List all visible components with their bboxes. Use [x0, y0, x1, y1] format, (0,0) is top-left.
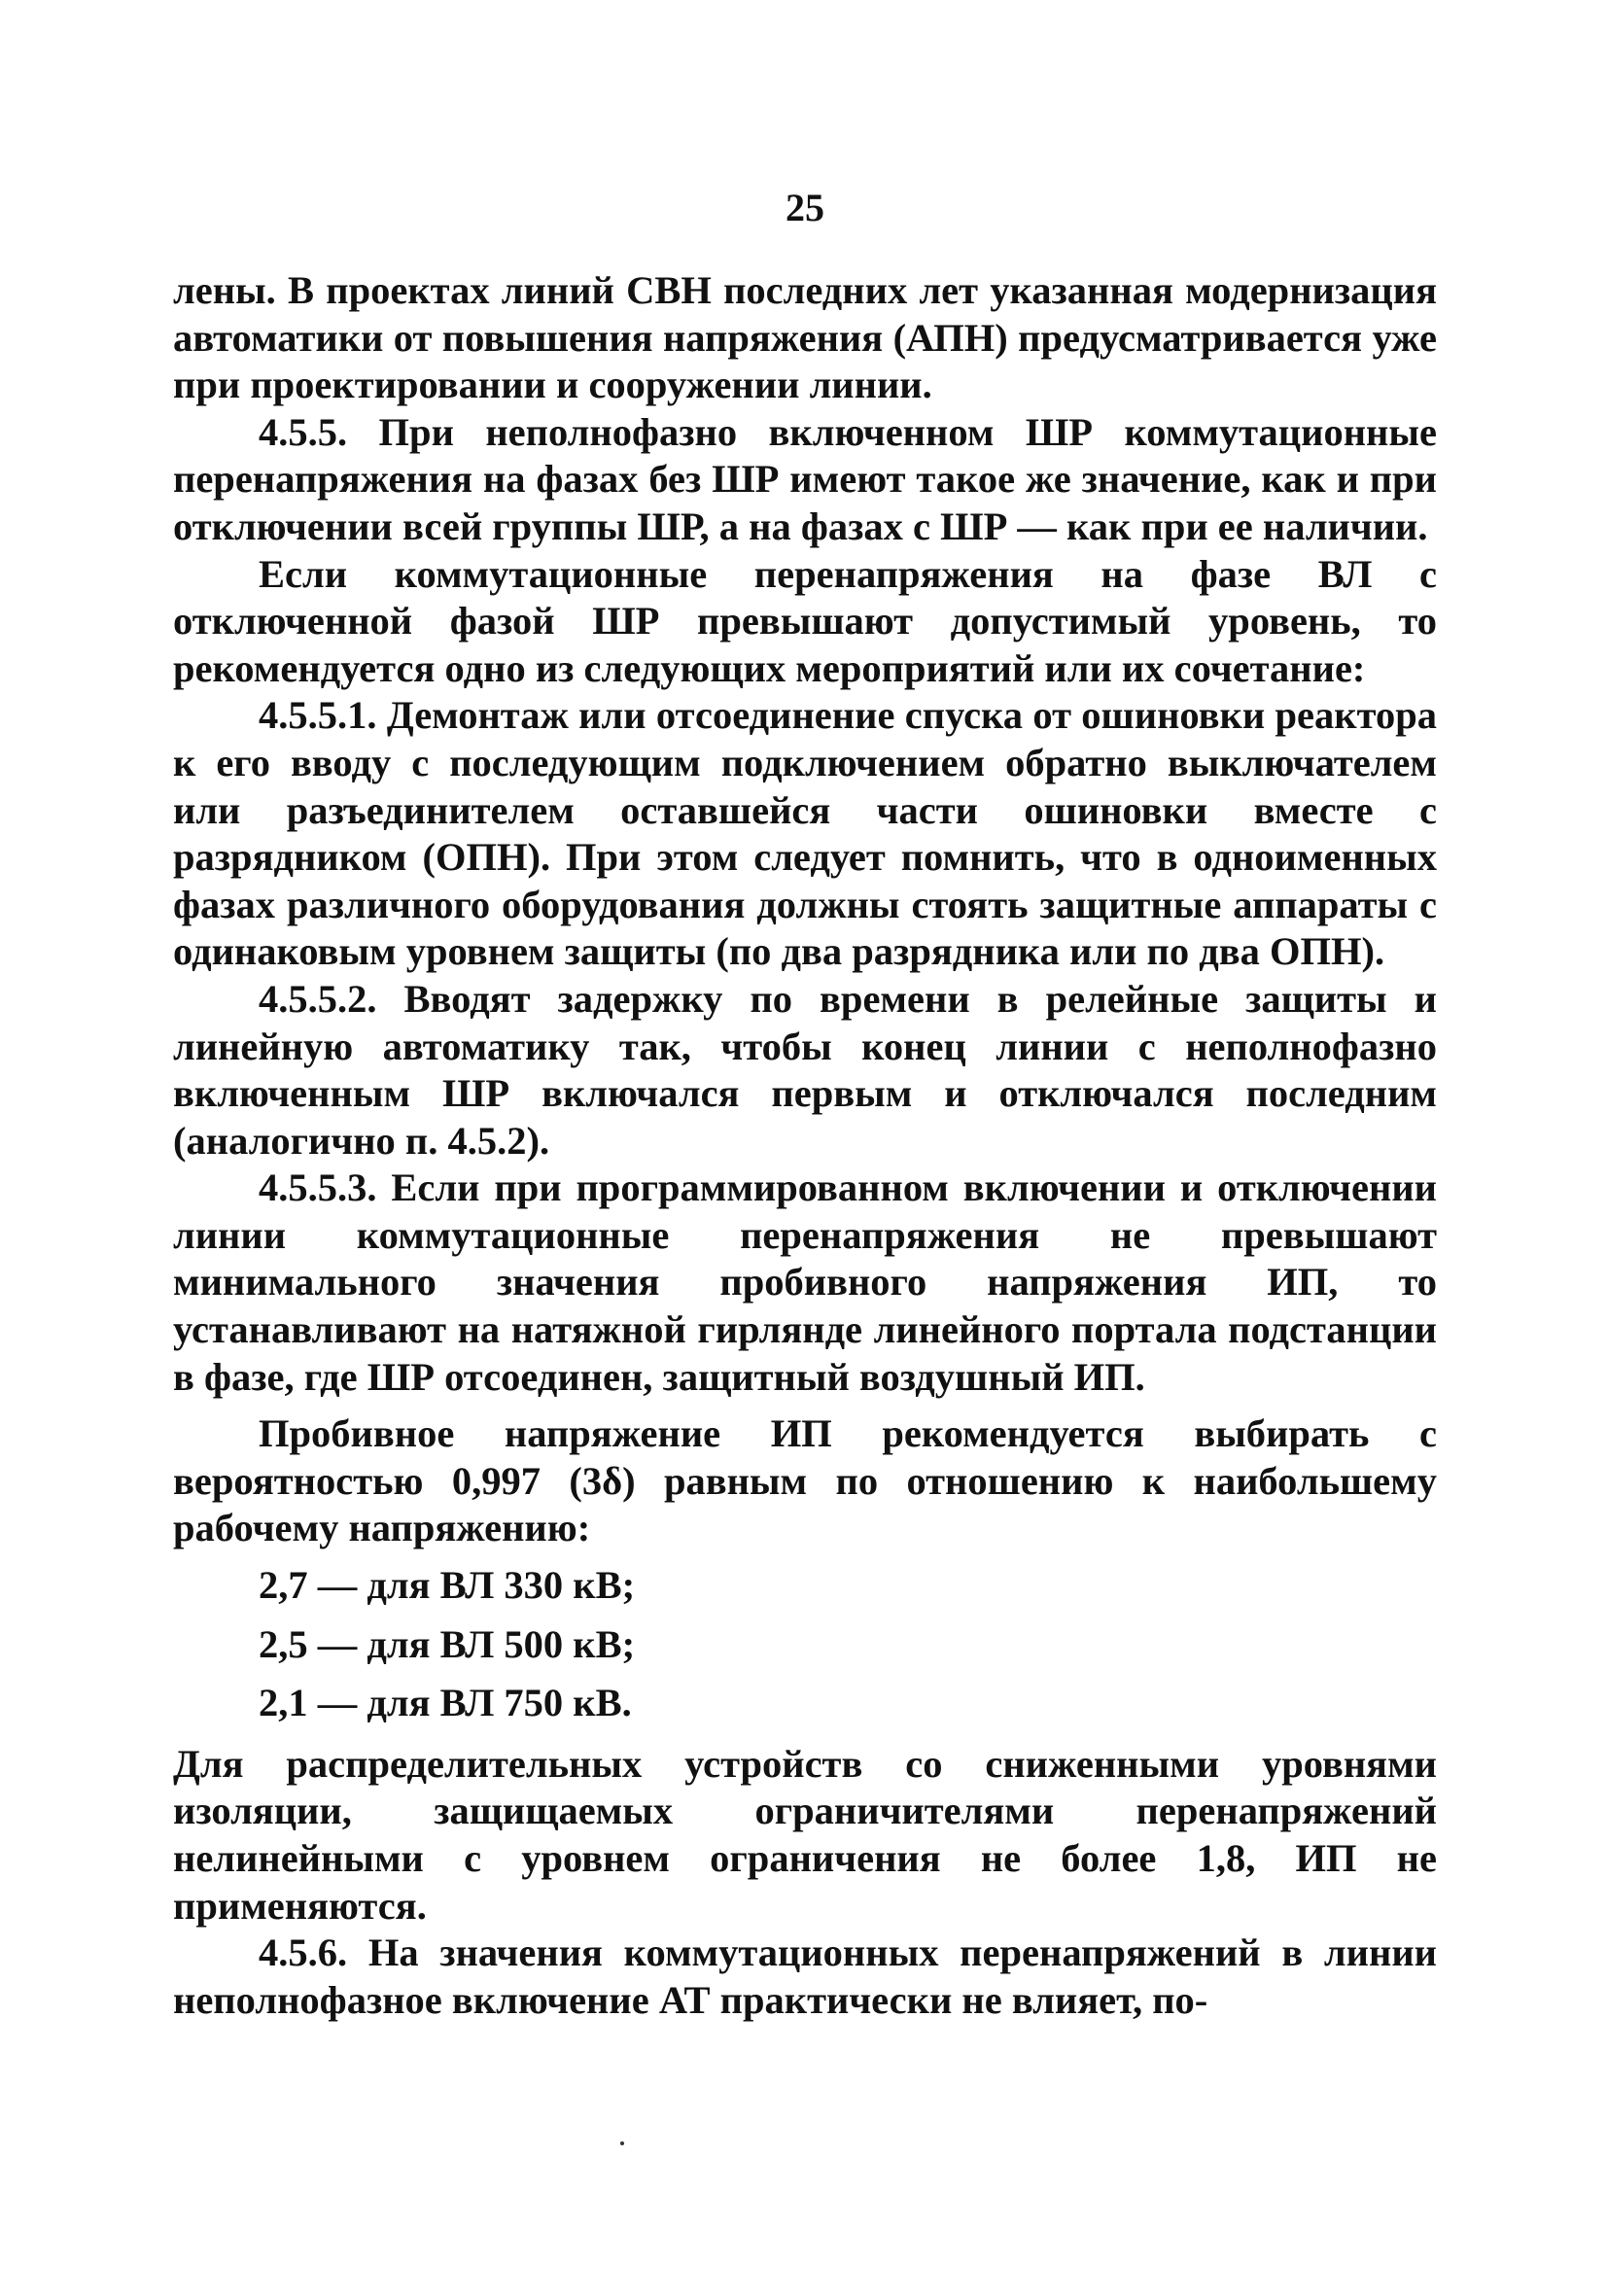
paragraph-4-5-6: 4.5.6. На значения коммутационных перенапряжений в линии неполнофазное включение АТ практически не влияет, по-	[173, 1931, 1437, 2022]
ratio-750kv: 2,1 — для ВЛ 750 кВ.	[259, 1681, 632, 1725]
paragraph-4-5-5-1: 4.5.5.1. Демонтаж или отсоединение спуска от ошиновки реактора к его вводу с последующим подключением обратно выключателем или разъединителем оставшейся части ошиновки вместе с разрядником (ОПН). При этом следует помнить, что в одноименных фазах различного оборудования должны стоять защитные аппараты с одинаковым уровнем защиты (по два разрядника или по два ОПН).	[173, 693, 1437, 974]
paragraph-measures-intro: Если коммутационные перенапряжения на фазе ВЛ с отключенной фазой ШР превышают допустимый уровень, то рекомендуется одно из следующих мероприятий или их сочетание:	[173, 551, 1437, 690]
paragraph-4-5-5: 4.5.5. При неполнофазно включенном ШР коммутационные перенапряжения на фазах без ШР имеют такое же значение, как и при отключении всей группы ШР, а на фазах с ШР — как при ее наличии.	[173, 409, 1437, 548]
document-page	[173, 0, 1437, 2296]
paragraph-breakdown-voltage: Пробивное напряжение ИП рекомендуется выбирать с вероятностью 0,997 (3δ) равным по отношению к наибольшему рабочему напряжению:	[173, 1411, 1437, 1550]
voltage-ratio-list	[173, 1562, 1437, 1727]
ratio-330kv: 2,7 — для ВЛ 330 кВ;	[259, 1563, 636, 1608]
paragraph-switchgear: Для распределительных устройств со сниженными уровнями изоляции, защищаемых ограничителями перенапряжений нелинейными с уровнем ограничения не более 1,8, ИП не применяются.	[173, 1741, 1437, 1928]
ratio-500kv: 2,5 — для ВЛ 500 кВ;	[259, 1621, 636, 1666]
body-text	[173, 267, 1437, 2024]
paragraph-continuation: лены. В проектах линий СВН последних лет указанная модернизация автоматики от повышения напряжения (АПН) предусматривается уже при проектировании и сооружении линии.	[173, 268, 1437, 407]
page-number: 25	[786, 186, 824, 229]
paragraph-4-5-5-2: 4.5.5.2. Вводят задержку по времени в релейные защиты и линейную автоматику так, чтобы конец линии с неполнофазно включенным ШР включался первым и отключался последним (аналогично п. 4.5.2).	[173, 976, 1437, 1163]
scan-speck	[620, 2141, 624, 2145]
paragraph-4-5-5-3: 4.5.5.3. Если при программированном включении и отключении линии коммутационные перенапряжения не превышают минимального значения пробивного напряжения ИП, то устанавливают на натяжной гирлянде линейного портала подстанции в фазе, где ШР отсоединен, защитный воздушный ИП.	[173, 1165, 1437, 1399]
